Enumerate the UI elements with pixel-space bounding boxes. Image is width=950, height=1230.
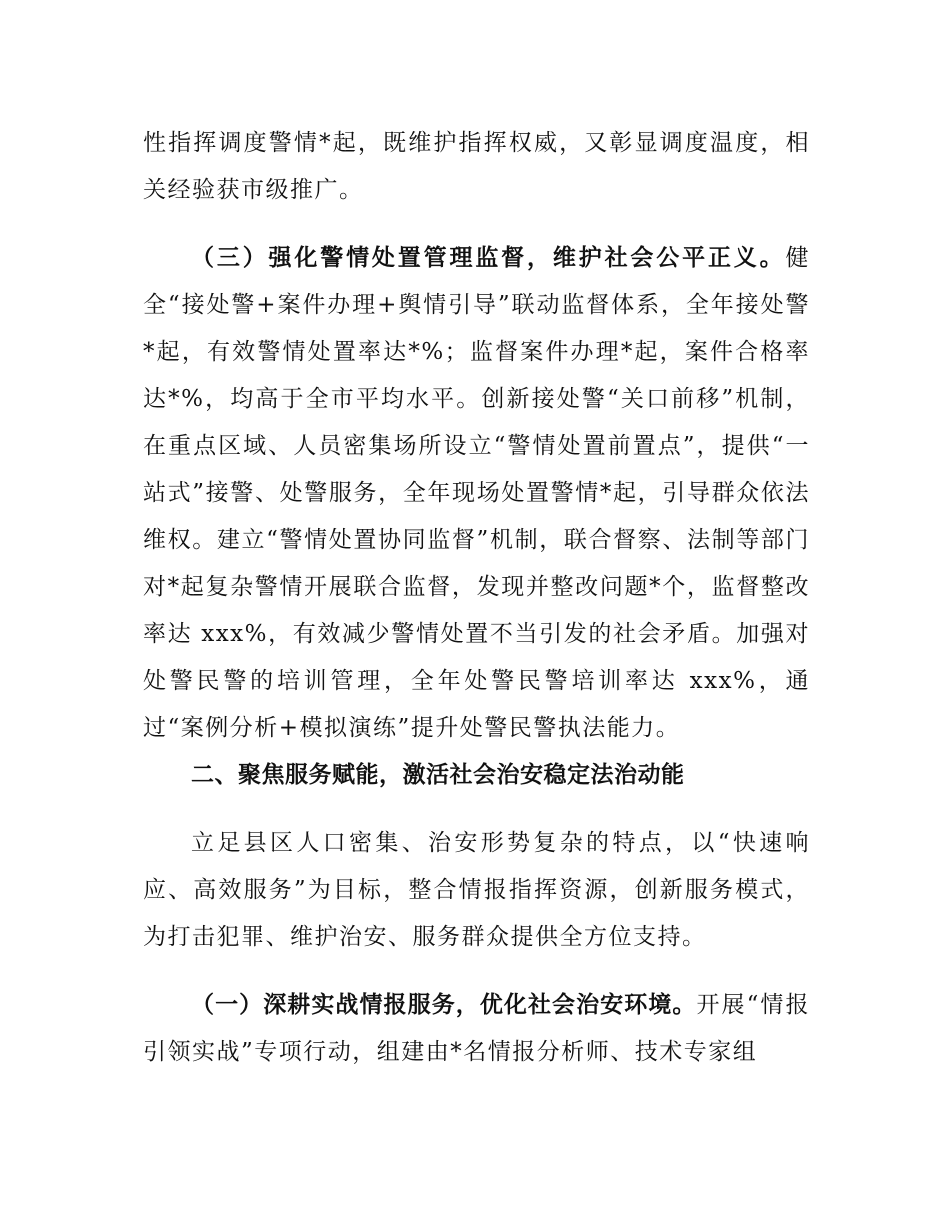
paragraph-text: 立足县区人口密集、治安形势复杂的特点，以“快速响应、高效服务”为目标，整合情报指挥资源，创新服务模式，为打击犯罪、维护治安、服务群众提供全方位支持。: [143, 830, 810, 950]
paragraph-text: 健全“接处警+案件办理+舆情引导”联动监督体系，全年接处警*起，有效警情处置率达*%；监督案件办理*起，案件合格率达*%，均高于全市平均水平。创新接处警“关口前移”机制，在重点区域、人员密集场所设立“警情处置前置点”，提供“一站式”接警、处警服务，全年现场处置警情*起，引导群众依法维权。建立“警情处置协同监督”机制，联合督察、法制等部门对*起复杂警情开展联合监督，发现并整改问题*个，监督整改率达 xxx%，有效减少警情处置不当引发的社会矛盾。加强对处警民警的培训管理，全年处警民警培训率达 xxx%，通过“案例分析+模拟演练”提升处警民警执法能力。: [143, 245, 810, 741]
paragraph-section-intro: [143, 820, 810, 961]
paragraph-text: 性指挥调度警情*起，既维护指挥权威，又彰显调度温度，相关经验获市级推广。: [143, 130, 810, 203]
subsection-lead-heading: （三）强化警情处置管理监督，维护社会公平正义。: [191, 245, 786, 271]
subsection-lead-heading: （一）深耕实战情报服务，优化社会治安环境。: [191, 992, 697, 1018]
section-heading: 二、聚焦服务赋能，激活社会治安稳定法治动能: [191, 762, 685, 788]
document-page: [143, 120, 810, 1076]
paragraph-subsection-3: [143, 235, 810, 752]
paragraph-continuation: [143, 120, 810, 214]
paragraph-subsection-1: [143, 982, 810, 1076]
paragraph-text: 开展“情报引领实战”专项行动，组建由*名情报分析师、技术专家组: [143, 992, 811, 1065]
